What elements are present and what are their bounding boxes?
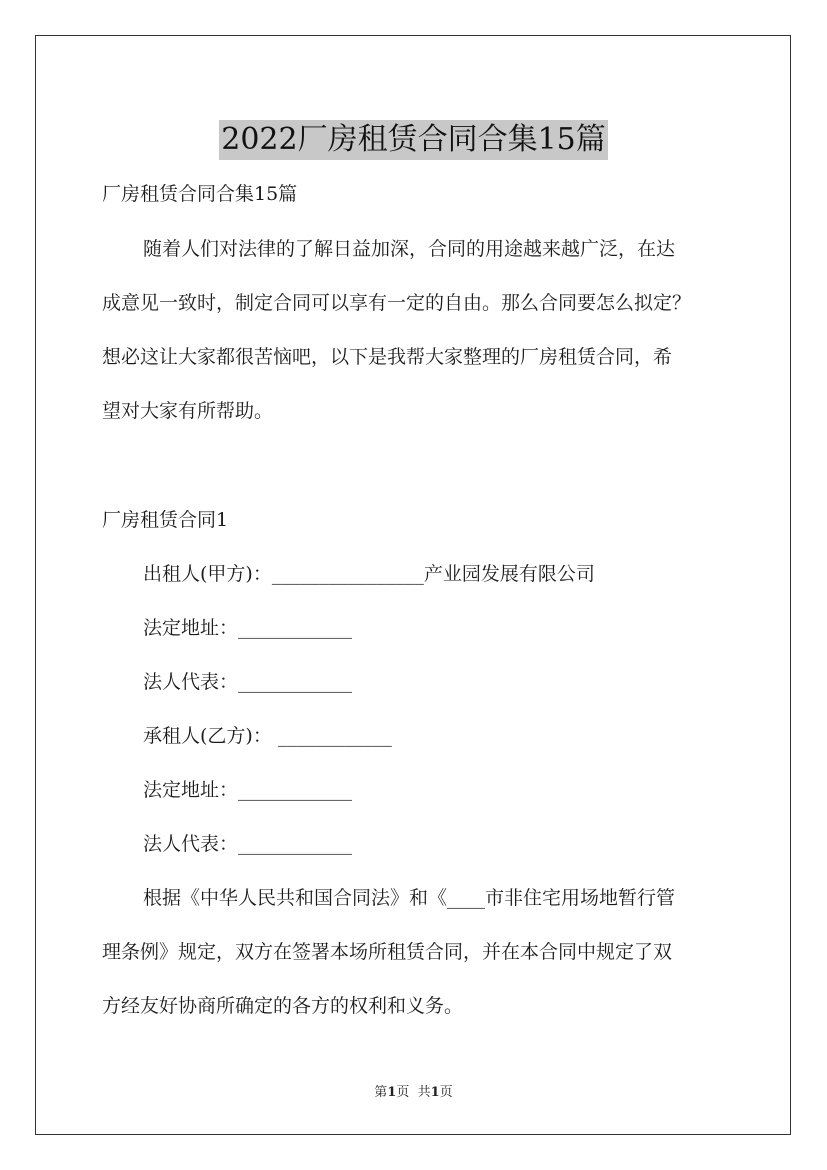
basis-line-1: 根据《中华人民共和国合同法》和《____市非住宅用场地暂行管 [143,887,676,909]
intro-line-2: 成意见一致时，制定合同可以享有一定的自由。那么合同要怎么拟定？ [102,292,692,314]
lessee-representative-line: 法人代表：____________ [143,833,353,855]
footer-page-current: 1 [387,1085,397,1100]
footer-page-prefix: 第 [374,1085,388,1100]
document-subtitle: 厂房租赁合同合集15篇 [102,183,298,205]
lessee-line: 承租人(乙方)： ____________ [143,725,392,747]
document-title: 2022厂房租赁合同合集15篇 [219,120,608,160]
lessee-address-line: 法定地址：____________ [143,779,353,801]
lessor-address-line: 法定地址：____________ [143,617,353,639]
lessor-line: 出租人(甲方)：________________产业园发展有限公司 [143,563,595,585]
basis-line-3: 方经友好协商所确定的各方的权利和义务。 [102,995,464,1017]
footer-total-suffix: 页 [439,1085,453,1100]
lessor-representative-line: 法人代表：____________ [143,671,353,693]
intro-line-4: 望对大家有所帮助。 [102,400,274,422]
page-footer [0,1084,827,1102]
footer-page-total: 1 [430,1085,440,1100]
title-container [0,100,827,180]
section-heading: 厂房租赁合同1 [102,509,229,531]
intro-line-1: 随着人们对法律的了解日益加深，合同的用途越来越广泛，在达 [143,238,676,260]
basis-line-2: 理条例》规定，双方在签署本场所租赁合同，并在本合同中规定了双 [102,941,673,963]
footer-page-suffix: 页 [396,1085,410,1100]
footer-total-prefix: 共 [417,1085,431,1100]
intro-line-3: 想必这让大家都很苦恼吧，以下是我帮大家整理的厂房租赁合同，希 [102,346,673,368]
